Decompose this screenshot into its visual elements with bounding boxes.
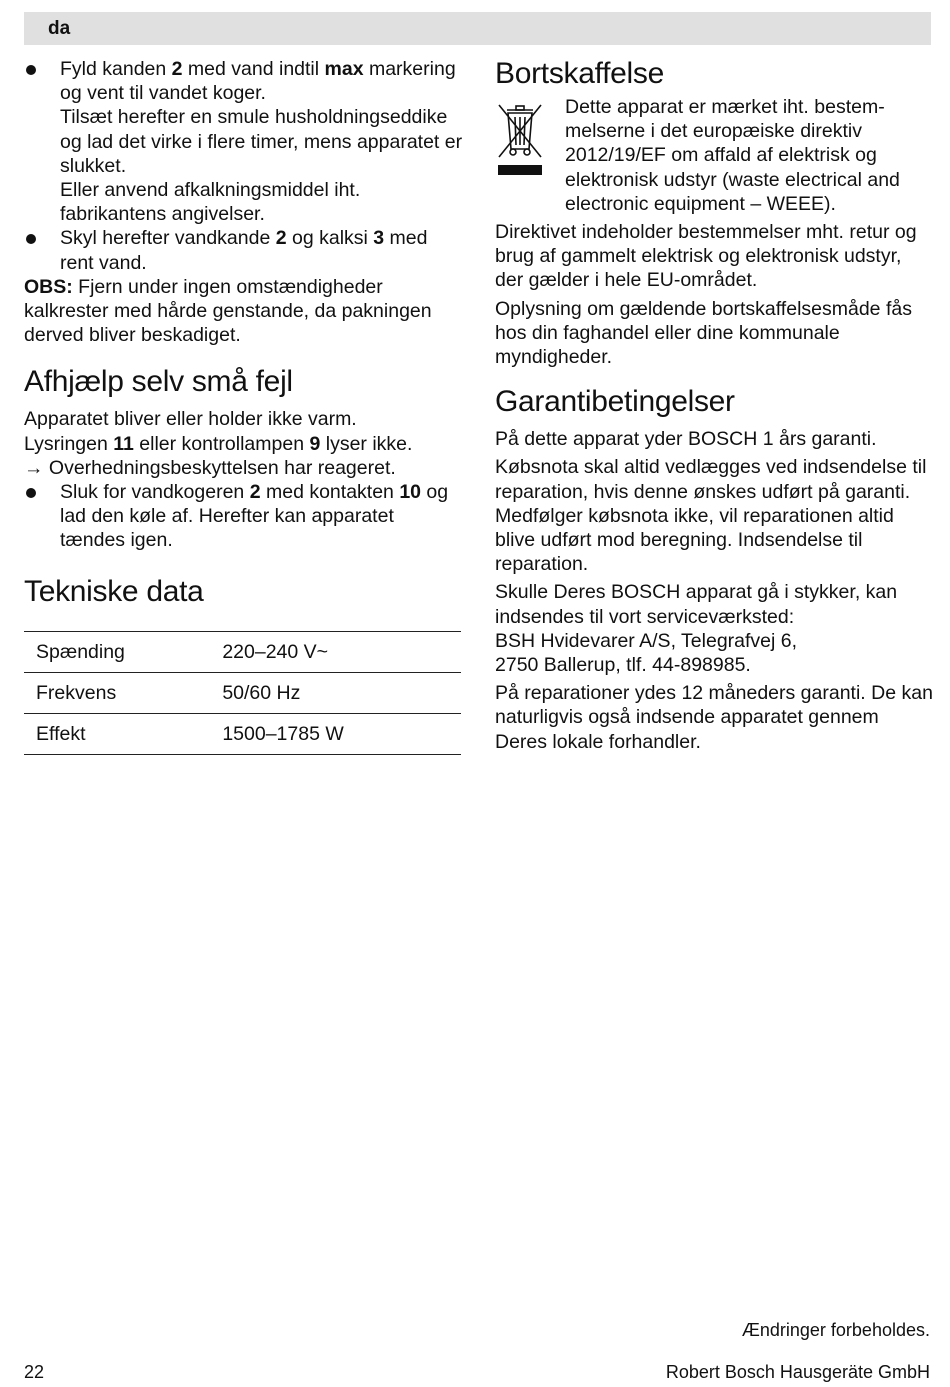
address-line: BSH Hvidevarer A/S, Telegrafvej 6, bbox=[495, 629, 798, 652]
page-number: 22 bbox=[24, 1362, 45, 1382]
paragraph: På reparationer ydes 12 måneders garanti. De kan naturligvis også indsende apparatet gennem Deres lokale forhandler. bbox=[495, 682, 933, 753]
section-title-troubleshoot: Afhjælp selv små fejl bbox=[24, 365, 293, 399]
list-item: Fyld kanden 2 med vand indtil max markering og vent til vandet koger. bbox=[24, 57, 464, 105]
address-line: 2750 Ballerup, tlf. 44-898985. bbox=[495, 654, 751, 677]
table-cell-label: Spænding bbox=[24, 631, 222, 672]
weee-text: Dette apparat er mærket iht. bestemmelserne i det europæiske direktiv 2012/19/EF om affald af elektrisk og elektronisk udstyr (waste electrical and electronic equipment – WEEE). bbox=[565, 96, 900, 215]
section-title-disposal: Bortskaffelse bbox=[495, 57, 664, 90]
right-column bbox=[495, 57, 935, 754]
list-item: Skyl herefter vandkande 2 og kalksi 3 med rent vand. bbox=[24, 226, 464, 274]
list-item: Sluk for vandkogeren 2 med kontakten 10 og lad den køle af. Herefter kan apparatet tændes igen. bbox=[24, 480, 464, 553]
section-title-warranty: Garantibetingelser bbox=[495, 385, 735, 419]
paragraph: Oplysning om gældende bortskaffelsesmåde fås hos din faghandel eller dine kommunale myndigheder. bbox=[495, 297, 912, 369]
troubleshoot-line: Apparatet bliver eller holder ikke varm. bbox=[24, 408, 357, 431]
obs-note: OBS: Fjern under ingen omstændigheder kalkrester med hårde genstande, da pakningen derved bliver beskadiget. bbox=[24, 275, 432, 347]
tech-table bbox=[24, 631, 461, 755]
table-cell-value: 220–240 V~ bbox=[222, 631, 461, 672]
table-row bbox=[24, 713, 461, 754]
list-item-continuation: Tilsæt herefter en smule husholdningseddike og lad det virke i flere timer, mens apparatet er slukket. bbox=[60, 106, 463, 177]
table-cell-value: 50/60 Hz bbox=[222, 672, 461, 713]
paragraph: Købsnota skal altid vedlægges ved indsendelse til reparation, hvis denne ønskes udført på garanti. Medfølger købsnota ikke, vil reparationen altid blive udført mod beregning. Indsendelse til reparation. bbox=[495, 456, 927, 576]
footer-note: Ændringer forbeholdes. bbox=[741, 1320, 930, 1340]
company-name: Robert Bosch Hausgeräte GmbH bbox=[665, 1362, 930, 1382]
list-item-continuation: Eller anvend afkalkningsmiddel iht. fabrikantens angivelser. bbox=[60, 179, 361, 226]
table-row bbox=[24, 672, 461, 713]
table-cell-label: Effekt bbox=[24, 713, 222, 754]
left-column bbox=[24, 57, 464, 755]
paragraph: På dette apparat yder BOSCH 1 års garanti. bbox=[495, 428, 877, 451]
table-cell-label: Frekvens bbox=[24, 672, 222, 713]
paragraph: Direktivet indeholder bestemmelser mht. retur og brug af gammelt elektrisk og elektronisk udstyr, der gælder i hele EU-området. bbox=[495, 221, 917, 292]
language-bar bbox=[24, 12, 931, 45]
language-code: da bbox=[48, 18, 71, 39]
table-row bbox=[24, 631, 461, 672]
paragraph: Skulle Deres BOSCH apparat gå i stykker, kan indsendes til vort serviceværksted: bbox=[495, 581, 898, 628]
crossed-bin-icon bbox=[495, 101, 545, 179]
section-title-tech: Tekniske data bbox=[24, 574, 204, 608]
troubleshoot-line: Lysringen 11 eller kontrollampen 9 lyser ikke. bbox=[24, 432, 413, 455]
weee-block bbox=[495, 95, 935, 216]
troubleshoot-line: → Overhedningsbeskyttelsen har reageret. bbox=[24, 456, 396, 479]
table-cell-value: 1500–1785 W bbox=[222, 713, 461, 754]
